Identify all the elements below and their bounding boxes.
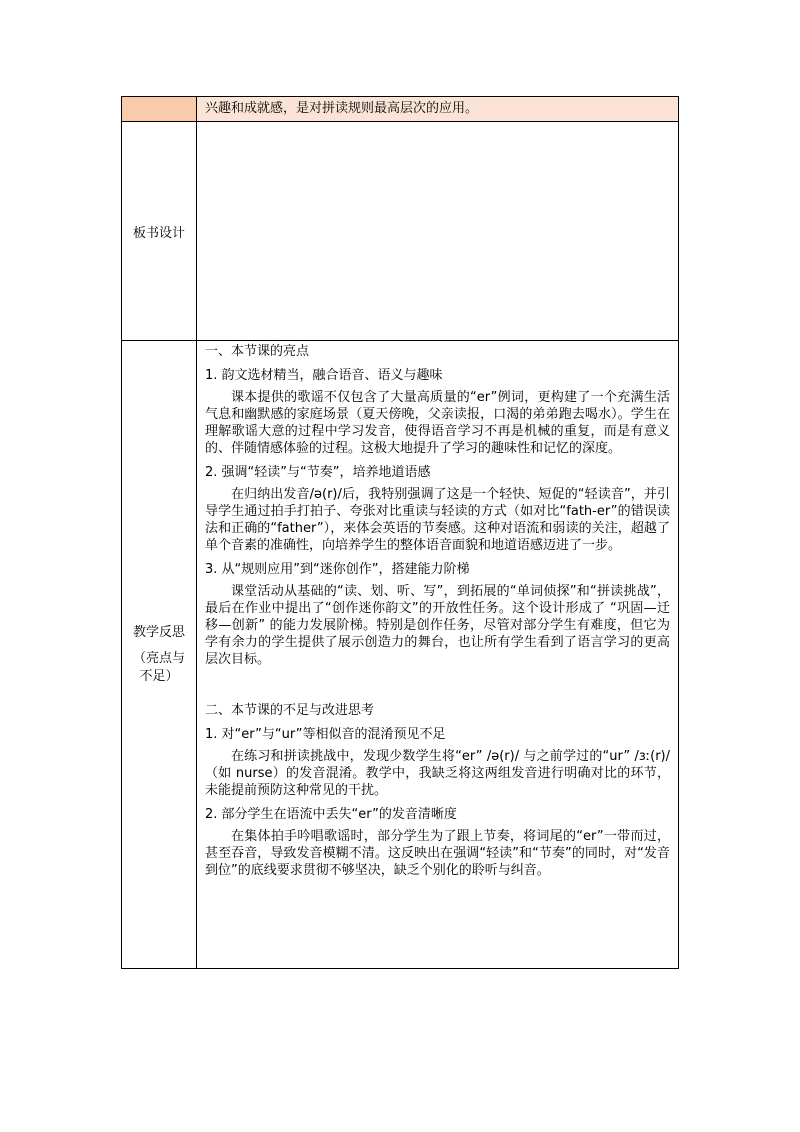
item-body: 课本提供的歌谣不仅包含了大量高质量的“er”例词，更构建了一个充满生活气息和幽默感的家庭场景（夏天傍晚，父亲读报，口渴的弟弟跑去喝水）。学生在理解歌谣大意的过程中学习发音，使得语音学习不再是机械的重复，而是有意义的、伴随情感体验的过程。这极大地提升了学习的趣味性和记忆的深度。 <box>205 390 670 456</box>
item-body: 在练习和拼读挑战中，发现少数学生将“er” /ə(r)/ 与之前学过的“ur” /ɜː(r)/（如 nurse）的发音混淆。教学中，我缺乏将这两组发音进行明确对比的环节，未能提前预防这种常见的干扰。 <box>205 749 670 798</box>
section-heading: 一、本节课的亮点 <box>205 344 310 359</box>
reflection-sublabel-line2: 不足） <box>139 668 179 684</box>
reflection-content-cell <box>197 341 679 969</box>
reflection-label: 教学反思 <box>132 624 185 640</box>
item-body: 在归纳出发音/ə(r)/后，我特别强调了这是一个轻快、短促的“轻读音”，并引导学生通过拍手打拍子、夸张对比重读与轻读的方式（如对比“fath-er”的错误读法和正确的“father”），来体会英语的节奏感。这种对语流和弱读的关注，超越了单个音素的准确性，向培养学生的整体语音面貌和地道语感迈进了一步。 <box>205 487 670 553</box>
item-title: 1. 韵文选材精当，融合语音、语义与趣味 <box>205 368 443 383</box>
lesson-plan-table <box>121 96 679 969</box>
board-design-cell <box>197 122 679 341</box>
item-title: 2. 强调“轻读”与“节奏”，培养地道语感 <box>205 465 431 480</box>
row-label-cell <box>122 97 197 122</box>
item-title: 1. 对“er”与“ur”等相似音的混淆预见不足 <box>205 727 446 742</box>
item-title: 2. 部分学生在语流中丢失“er”的发音清晰度 <box>205 807 457 822</box>
item-body: 在集体拍手吟唱歌谣时，部分学生为了跟上节奏，将词尾的“er”一带而过，甚至吞音，导致发音模糊不清。这反映出在强调“轻读”和“节奏”的同时，对“发音到位”的底线要求贯彻不够坚决，缺乏个别化的聆听与纠音。 <box>205 829 670 878</box>
reflection-sublabel-line1: （亮点与 <box>132 650 185 666</box>
reflection-label-cell <box>122 341 197 969</box>
section-heading: 二、本节课的不足与改进思考 <box>205 703 375 718</box>
board-design-label: 板书设计 <box>122 122 197 341</box>
table-row <box>122 341 679 969</box>
continued-text-cell: 兴趣和成就感，是对拼读规则最高层次的应用。 <box>197 97 679 122</box>
item-body: 课堂活动从基础的“读、划、听、写”，到拓展的“单词侦探”和“拼读挑战”，最后在作业中提出了“创作迷你韵文”的开放性任务。这个设计形成了 “巩固—迁移—创新” 的能力发展阶梯。特别是创作任务，尽管对部分学生有难度，但它为学有余力的学生提供了展示创造力的舞台，也让所有学生看到了语言学习的更高层次目标。 <box>205 584 670 667</box>
table-row <box>122 97 679 122</box>
item-title: 3. 从“规则应用”到“迷你创作”，搭建能力阶梯 <box>205 562 470 577</box>
table-row <box>122 122 679 341</box>
